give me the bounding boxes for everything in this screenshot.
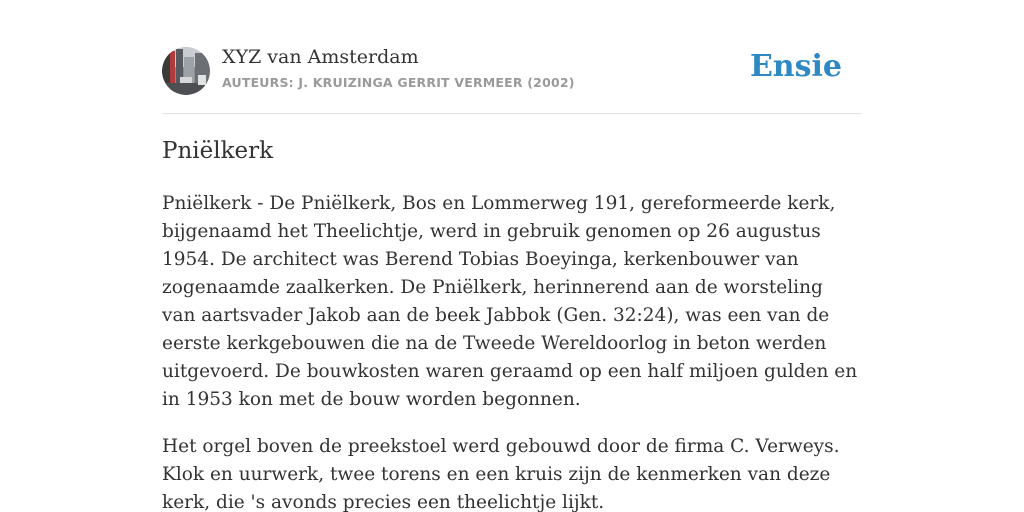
entry-title: Pniëlkerk: [162, 138, 274, 164]
street-photo-icon: [162, 47, 210, 95]
entry-body: [162, 190, 862, 512]
entry-paragraph: Het orgel boven de preekstoel werd gebouwd door de firma C. Verweys. Klok en uurwerk, twee torens en een kruis zijn de kenmerken van deze kerk, die 's avonds precies een theelichtje lijkt.: [162, 436, 840, 512]
entry-paragraph: Pniëlkerk - De Pniëlkerk, Bos en Lommerweg 191, gereformeerde kerk, bijgenaamd het Theelichtje, werd in gebruik genomen op 26 augustus 1954. De architect was Berend Tobias Boeyinga, kerkenbouwer van zogenaamde zaalkerken. De Pniëlkerk, herinnerend aan de worsteling van aartsvader Jakob aan de beek Jabbok (Gen. 32:24), was een van de eerste kerkgebouwen die na de Tweede Wereldoorlog in beton werden uitgevoerd. De bouwkosten waren geraamd op een half miljoen gulden en in 1953 kon met de bouw worden begonnen.: [162, 193, 858, 410]
book-authors: AUTEURS: J. KRUIZINGA GERRIT VERMEER (2002): [222, 75, 575, 90]
ensie-logo[interactable]: Ensie: [749, 49, 842, 84]
book-cover-avatar[interactable]: [162, 47, 210, 95]
book-header: [162, 0, 862, 114]
book-title[interactable]: XYZ van Amsterdam: [222, 46, 419, 68]
page-container: [162, 0, 862, 512]
